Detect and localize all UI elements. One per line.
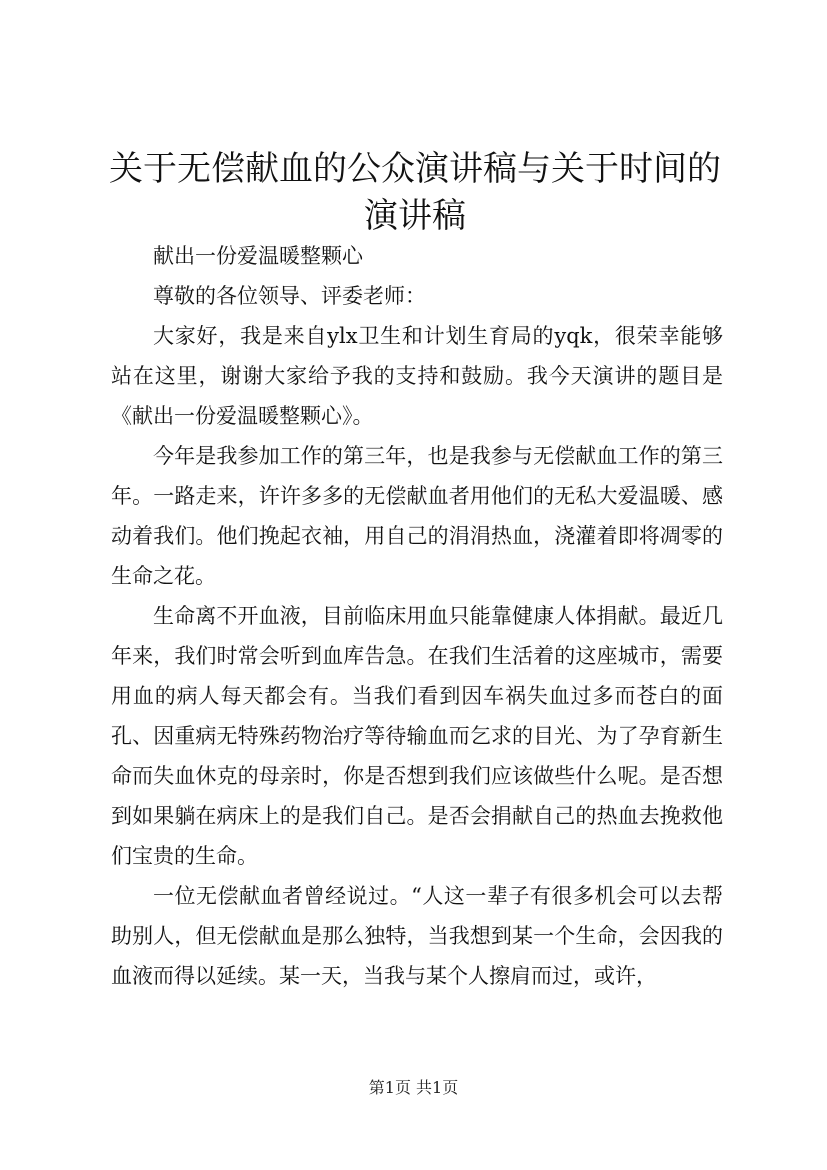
document-title: 关于无偿献血的公众演讲稿与关于时间的演讲稿 [109, 149, 721, 236]
paragraph: 生命离不开血液，目前临床用血只能靠健康人体捐献。最近几年来，我们时常会听到血库告急。在我们生活着的这座城市，需要用血的病人每天都会有。当我们看到因车祸失血过多而苍白的面孔、因重病无特殊药物治疗等待输血而乞求的目光、为了孕育新生命而失血休克的母亲时，你是否想到我们应该做些什么呢。是否想到如果躺在病床上的是我们自己。是否会捐献自己的热血去挽救他们宝贵的生命。 [111, 604, 723, 868]
document-body [111, 236, 723, 996]
page-number-footer: 第1页 共1页 [368, 1078, 459, 1097]
paragraph-salutation: 尊敬的各位领导、评委老师： [153, 284, 426, 308]
paragraph: 今年是我参加工作的第三年，也是我参与无偿献血工作的第三年。一路走来，许许多多的无偿献血者用他们的无私大爱温暖、感动着我们。他们挽起衣袖，用自己的涓涓热血，浇灌着即将凋零的生命之花。 [111, 444, 723, 588]
paragraph-subtitle: 献出一份爱温暖整颗心 [153, 244, 363, 268]
paragraph: 一位无偿献血者曾经说过。“人这一辈子有很多机会可以去帮助别人，但无偿献血是那么独特，当我想到某一个生命，会因我的血液而得以延续。某一天，当我与某个人擦肩而过，或许， [111, 884, 723, 988]
paragraph: 大家好，我是来自ylx卫生和计划生育局的yqk，很荣幸能够站在这里，谢谢大家给予我的支持和鼓励。我今天演讲的题目是《献出一份爱温暖整颗心》。 [111, 324, 723, 428]
